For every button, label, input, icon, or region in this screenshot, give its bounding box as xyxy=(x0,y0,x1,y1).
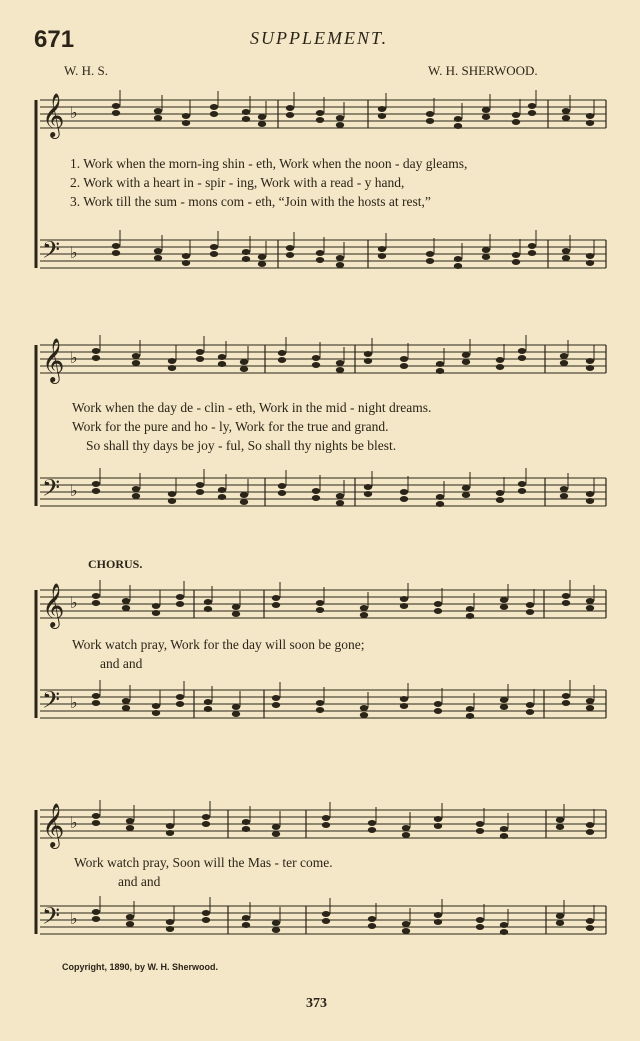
system-2-bass-note xyxy=(496,497,504,503)
system-2-treble-note xyxy=(278,350,286,356)
system-1-bass-note xyxy=(482,247,490,253)
system-3-bass-note xyxy=(272,702,280,708)
system-4-bass-note xyxy=(476,924,484,930)
system-3-treble-note xyxy=(152,610,160,616)
system-2-treble-note xyxy=(336,367,344,373)
system-1-treble-note xyxy=(242,109,250,115)
system-3-treble-note xyxy=(562,600,570,606)
system-4-bass-note xyxy=(126,921,134,927)
system-4-treble-note xyxy=(126,818,134,824)
system-3-treble-note xyxy=(586,605,594,611)
system-3-treble-note xyxy=(316,600,324,606)
verse-2-line-2: Work for the pure and ho - ly, Work for the true and grand. xyxy=(72,419,389,434)
system-2-bass-note xyxy=(400,496,408,502)
system-3-treble-note xyxy=(152,603,160,609)
system-4-treble-note xyxy=(242,819,250,825)
system-2-treble-note xyxy=(436,368,444,374)
system-1-bass-note xyxy=(286,252,294,258)
system-2-key-flat: ♭ xyxy=(70,481,78,500)
system-1-bass-note xyxy=(426,258,434,264)
system-4-bass-note xyxy=(402,928,410,934)
system-2-bass-note xyxy=(436,501,444,507)
system-3-treble-note xyxy=(562,593,570,599)
system-1-treble-note xyxy=(454,123,462,129)
system-2-bass-note xyxy=(218,494,226,500)
system-3-bass-note xyxy=(360,705,368,711)
chorus-line-1-alto: and and xyxy=(100,656,143,671)
system-2-treble-note xyxy=(196,356,204,362)
system-1-key-flat: ♭ xyxy=(70,103,78,122)
system-4-treble-note xyxy=(476,821,484,827)
system-1-treble-note xyxy=(426,118,434,124)
system-2-bass-note xyxy=(132,493,140,499)
system-1-treble-note xyxy=(528,110,536,116)
composer-credit: W. H. SHERWOOD. xyxy=(428,63,538,78)
system-3-bass-note xyxy=(316,707,324,713)
system-4-treble-note xyxy=(434,816,442,822)
system-1-bass-note xyxy=(182,253,190,259)
system-1-treble-note xyxy=(210,111,218,117)
chorus-label: CHORUS. xyxy=(88,557,143,571)
system-4-treble-note xyxy=(126,825,134,831)
verse-1-line-2: Work when the day de - clin - eth, Work in the mid - night dreams. xyxy=(72,400,432,415)
system-3-bass-clef: 𝄢 xyxy=(42,686,61,719)
system-3-treble-note xyxy=(232,604,240,610)
chorus-line-2: Work watch pray, Soon will the Mas - ter come. xyxy=(74,855,333,870)
system-1-treble-note xyxy=(286,112,294,118)
system-2-treble-note xyxy=(586,358,594,364)
system-2-treble-note xyxy=(336,360,344,366)
system-4-bass-note xyxy=(272,920,280,926)
system-1-treble-note xyxy=(286,105,294,111)
system-2-bass-note xyxy=(278,483,286,489)
system-1-bass-note xyxy=(378,253,386,259)
system-3-bass-note xyxy=(526,702,534,708)
system-4-treble-note xyxy=(272,831,280,837)
system-1-bass-note xyxy=(586,253,594,259)
system-4-key-flat: ♭ xyxy=(70,909,78,928)
section-title: SUPPLEMENT. xyxy=(250,28,389,48)
system-4-treble-note xyxy=(434,823,442,829)
system-3-bass-note xyxy=(316,700,324,706)
system-2-treble-note xyxy=(462,352,470,358)
system-3-bass-note xyxy=(400,696,408,702)
system-3-treble-note xyxy=(92,600,100,606)
system-3-treble-note xyxy=(526,602,534,608)
system-1-treble-note xyxy=(378,106,386,112)
page-number: 373 xyxy=(306,996,327,1011)
system-2-bass-note xyxy=(168,491,176,497)
system-4-treble-note xyxy=(500,833,508,839)
system-4-bass-note xyxy=(586,925,594,931)
system-3-bass-note xyxy=(526,709,534,715)
system-2-bass-note xyxy=(518,481,526,487)
system-4-treble-note xyxy=(322,815,330,821)
system-2-treble-note xyxy=(132,353,140,359)
system-4-treble-note xyxy=(586,829,594,835)
system-2-bass-note xyxy=(560,493,568,499)
system-1-bass-note xyxy=(586,260,594,266)
system-1-bass-note xyxy=(154,248,162,254)
system-2-treble-note xyxy=(400,356,408,362)
system-2-treble-note xyxy=(518,348,526,354)
system-4-bass-note xyxy=(434,912,442,918)
system-3-treble-note xyxy=(526,609,534,615)
system-4-treble-note xyxy=(556,824,564,830)
system-1-bass-note xyxy=(336,262,344,268)
system-2-treble-note xyxy=(462,359,470,365)
system-2-treble-note xyxy=(240,366,248,372)
system-2-bass-note xyxy=(364,491,372,497)
system-4-treble-note xyxy=(92,820,100,826)
system-1-bass-note xyxy=(528,243,536,249)
system-2-bass-note xyxy=(196,482,204,488)
system-1-treble-note xyxy=(562,115,570,121)
system-1-bass-note xyxy=(210,244,218,250)
system-2-bass-note xyxy=(436,494,444,500)
system-3-bass-note xyxy=(176,694,184,700)
system-1-treble-note xyxy=(378,113,386,119)
system-4-treble-note xyxy=(166,823,174,829)
system-2-treble-note xyxy=(496,357,504,363)
system-3-bass-note xyxy=(152,703,160,709)
system-4-treble-note xyxy=(500,826,508,832)
system-3-treble-note xyxy=(400,596,408,602)
system-2-bass-note xyxy=(462,485,470,491)
system-4-bass-note xyxy=(202,917,210,923)
verse-3-line-1: 3. Work till the sum - mons com - eth, “Join with the hosts at rest,” xyxy=(70,194,431,209)
system-3-treble-note xyxy=(434,608,442,614)
system-2-bass-note xyxy=(336,500,344,506)
system-2-treble-note xyxy=(240,359,248,365)
system-1-bass-note xyxy=(242,256,250,262)
system-3-bass-note xyxy=(500,704,508,710)
system-4-bass-note xyxy=(272,927,280,933)
system-1-bass-note xyxy=(454,256,462,262)
system-2-bass-note xyxy=(132,486,140,492)
system-3-bass-note xyxy=(92,700,100,706)
system-2-treble-note xyxy=(196,349,204,355)
system-3-bass-note xyxy=(122,698,130,704)
system-4-treble-note xyxy=(402,825,410,831)
hymn-number: 671 xyxy=(34,26,75,53)
system-1-treble-note xyxy=(154,108,162,114)
system-1-bass-note xyxy=(316,250,324,256)
system-3-treble-note xyxy=(122,598,130,604)
system-2-treble-note xyxy=(278,357,286,363)
system-1-treble-note xyxy=(454,116,462,122)
lyricist-credit: W. H. S. xyxy=(64,63,108,78)
system-2-treble-note xyxy=(312,362,320,368)
system-3-bass-note xyxy=(204,699,212,705)
system-2-treble-note xyxy=(364,351,372,357)
system-3-treble-note xyxy=(586,598,594,604)
system-3-bass-note xyxy=(434,708,442,714)
system-4-treble-note xyxy=(166,830,174,836)
system-3-bass-note xyxy=(562,700,570,706)
system-1-bass-note xyxy=(512,259,520,265)
system-1-treble-note xyxy=(336,115,344,121)
system-2-treble-note xyxy=(92,355,100,361)
system-3-bass-note xyxy=(466,713,474,719)
system-4-bass-note xyxy=(322,911,330,917)
system-3-bass-note xyxy=(152,710,160,716)
system-3-treble-note xyxy=(360,605,368,611)
system-4-bass-note xyxy=(126,914,134,920)
system-4-bass-note xyxy=(586,918,594,924)
system-2-treble-note xyxy=(586,365,594,371)
system-3-bass-note xyxy=(92,693,100,699)
system-3-treble-note xyxy=(500,604,508,610)
system-1-treble-note xyxy=(258,121,266,127)
system-3-bass-note xyxy=(586,698,594,704)
system-2-treble-note xyxy=(364,358,372,364)
system-4-bass-note xyxy=(92,916,100,922)
system-1-bass-note xyxy=(378,246,386,252)
system-1-treble-clef: 𝄞 xyxy=(42,93,65,137)
system-2-bass-note xyxy=(196,489,204,495)
system-2-bass-note xyxy=(240,499,248,505)
system-1-treble-note xyxy=(316,110,324,116)
system-1-treble-note xyxy=(154,115,162,121)
system-4-treble-note xyxy=(202,821,210,827)
system-2-bass-note xyxy=(586,491,594,497)
system-2-key-flat: ♭ xyxy=(70,348,78,367)
system-1-bass-note xyxy=(210,251,218,257)
chorus-line-1: Work watch pray, Work for the day will soon be gone; xyxy=(72,637,365,652)
system-4-bass-note xyxy=(202,910,210,916)
system-3-treble-note xyxy=(500,597,508,603)
system-4-bass-note xyxy=(556,920,564,926)
system-1-bass-note xyxy=(258,254,266,260)
system-3-treble-note xyxy=(232,611,240,617)
system-1-bass-note xyxy=(286,245,294,251)
system-1-treble-note xyxy=(316,117,324,123)
system-1-bass-note xyxy=(182,260,190,266)
system-2-bass-note xyxy=(312,495,320,501)
system-3-bass-note xyxy=(400,703,408,709)
system-1-bass-clef: 𝄢 xyxy=(42,236,61,269)
system-1-bass-note xyxy=(528,250,536,256)
system-3-bass-note xyxy=(176,701,184,707)
system-2-treble-note xyxy=(132,360,140,366)
system-1-treble-note xyxy=(528,103,536,109)
system-3-treble-note xyxy=(316,607,324,613)
system-3-treble-note xyxy=(434,601,442,607)
system-3-bass-note xyxy=(586,705,594,711)
system-3-bass-note xyxy=(122,705,130,711)
system-3-key-flat: ♭ xyxy=(70,593,78,612)
system-4-treble-clef: 𝄞 xyxy=(42,803,65,847)
system-3-treble-note xyxy=(176,594,184,600)
system-1-treble-note xyxy=(586,120,594,126)
system-2-bass-note xyxy=(364,484,372,490)
system-1-treble-note xyxy=(258,114,266,120)
system-3-bass-note xyxy=(232,711,240,717)
system-2-bass-clef: 𝄢 xyxy=(42,474,61,507)
system-4-treble-note xyxy=(242,826,250,832)
system-4-bass-note xyxy=(166,926,174,932)
system-1-treble-note xyxy=(562,108,570,114)
system-3-bass-note xyxy=(232,704,240,710)
system-2-treble-note xyxy=(92,348,100,354)
system-4-bass-note xyxy=(434,919,442,925)
system-4-bass-note xyxy=(242,922,250,928)
system-4-bass-note xyxy=(166,919,174,925)
system-4-bass-note xyxy=(500,922,508,928)
system-4-key-flat: ♭ xyxy=(70,813,78,832)
verse-1-line-1: 1. Work when the morn-ing shin - eth, Work when the noon - day gleams, xyxy=(70,156,468,171)
system-3-treble-note xyxy=(92,593,100,599)
system-1-bass-note xyxy=(316,257,324,263)
system-2-treble-note xyxy=(312,355,320,361)
system-4-treble-note xyxy=(402,832,410,838)
system-2-treble-note xyxy=(168,365,176,371)
system-2-treble-note xyxy=(400,363,408,369)
system-1-treble-note xyxy=(242,116,250,122)
system-3-key-flat: ♭ xyxy=(70,693,78,712)
system-2-bass-note xyxy=(92,481,100,487)
system-4-treble-note xyxy=(322,822,330,828)
system-4-treble-note xyxy=(586,822,594,828)
system-3-treble-note xyxy=(400,603,408,609)
system-2-bass-note xyxy=(586,498,594,504)
system-1-bass-note xyxy=(242,249,250,255)
system-2-treble-note xyxy=(496,364,504,370)
system-1-key-flat: ♭ xyxy=(70,243,78,262)
copyright-notice: Copyright, 1890, by W. H. Sherwood. xyxy=(62,962,219,972)
system-4-bass-note xyxy=(368,916,376,922)
system-3-bass-note xyxy=(500,697,508,703)
system-3-treble-clef: 𝄞 xyxy=(42,583,65,627)
system-1-bass-note xyxy=(562,248,570,254)
system-3-treble-note xyxy=(466,613,474,619)
system-3-treble-note xyxy=(272,595,280,601)
system-2-treble-note xyxy=(218,361,226,367)
system-1-treble-note xyxy=(112,103,120,109)
system-1-bass-note xyxy=(154,255,162,261)
system-3-bass-note xyxy=(272,695,280,701)
system-1-bass-note xyxy=(258,261,266,267)
system-1-bass-note xyxy=(512,252,520,258)
system-4-bass-note xyxy=(556,913,564,919)
system-1-treble-note xyxy=(112,110,120,116)
system-2-bass-note xyxy=(240,492,248,498)
system-4-treble-note xyxy=(368,820,376,826)
system-4-bass-note xyxy=(242,915,250,921)
system-1-bass-note xyxy=(562,255,570,261)
system-4-treble-note xyxy=(556,817,564,823)
verse-3-line-2: So shall thy days be joy - ful, So shall thy nights be blest. xyxy=(86,438,397,453)
system-2-bass-note xyxy=(336,493,344,499)
system-2-bass-note xyxy=(560,486,568,492)
system-3-treble-note xyxy=(466,606,474,612)
system-2-bass-note xyxy=(496,490,504,496)
system-1-bass-note xyxy=(426,251,434,257)
system-1-bass-note xyxy=(336,255,344,261)
system-1-treble-note xyxy=(586,113,594,119)
system-3-treble-note xyxy=(360,612,368,618)
system-1-bass-note xyxy=(112,250,120,256)
system-1-treble-note xyxy=(512,119,520,125)
system-3-bass-note xyxy=(204,706,212,712)
system-3-bass-note xyxy=(434,701,442,707)
system-3-treble-note xyxy=(204,599,212,605)
system-4-bass-note xyxy=(476,917,484,923)
system-3-bass-note xyxy=(360,712,368,718)
system-1-treble-note xyxy=(482,107,490,113)
system-1-bass-note xyxy=(454,263,462,269)
system-2-bass-note xyxy=(312,488,320,494)
system-4-bass-note xyxy=(92,909,100,915)
system-3-treble-note xyxy=(122,605,130,611)
verse-2-line-1: 2. Work with a heart in - spir - ing, Work with a read - y hand, xyxy=(70,175,405,190)
system-2-treble-note xyxy=(218,354,226,360)
system-3-treble-note xyxy=(176,601,184,607)
chorus-line-2-alto: and and xyxy=(118,874,161,889)
system-4-treble-note xyxy=(476,828,484,834)
system-4-bass-note xyxy=(500,929,508,935)
system-2-treble-clef: 𝄞 xyxy=(42,338,65,382)
system-4-bass-note xyxy=(368,923,376,929)
system-1-bass-note xyxy=(482,254,490,260)
system-1-treble-note xyxy=(210,104,218,110)
system-2-bass-note xyxy=(92,488,100,494)
system-1-bass-note xyxy=(112,243,120,249)
system-2-treble-note xyxy=(560,353,568,359)
system-2-bass-note xyxy=(168,498,176,504)
system-2-bass-note xyxy=(400,489,408,495)
system-4-bass-note xyxy=(322,918,330,924)
system-3-bass-note xyxy=(562,693,570,699)
system-4-bass-clef: 𝄢 xyxy=(42,902,61,935)
system-2-treble-note xyxy=(518,355,526,361)
system-4-treble-note xyxy=(368,827,376,833)
system-2-treble-note xyxy=(168,358,176,364)
system-2-bass-note xyxy=(518,488,526,494)
system-1-treble-note xyxy=(182,120,190,126)
system-1-treble-note xyxy=(182,113,190,119)
system-2-treble-note xyxy=(560,360,568,366)
system-2-bass-note xyxy=(278,490,286,496)
system-1-treble-note xyxy=(426,111,434,117)
system-2-bass-note xyxy=(218,487,226,493)
system-1-treble-note xyxy=(336,122,344,128)
system-2-treble-note xyxy=(436,361,444,367)
system-4-bass-note xyxy=(402,921,410,927)
system-1-treble-note xyxy=(482,114,490,120)
system-3-treble-note xyxy=(272,602,280,608)
system-2-bass-note xyxy=(462,492,470,498)
system-4-treble-note xyxy=(92,813,100,819)
system-4-treble-note xyxy=(272,824,280,830)
system-3-treble-note xyxy=(204,606,212,612)
system-4-treble-note xyxy=(202,814,210,820)
system-1-treble-note xyxy=(512,112,520,118)
system-3-bass-note xyxy=(466,706,474,712)
